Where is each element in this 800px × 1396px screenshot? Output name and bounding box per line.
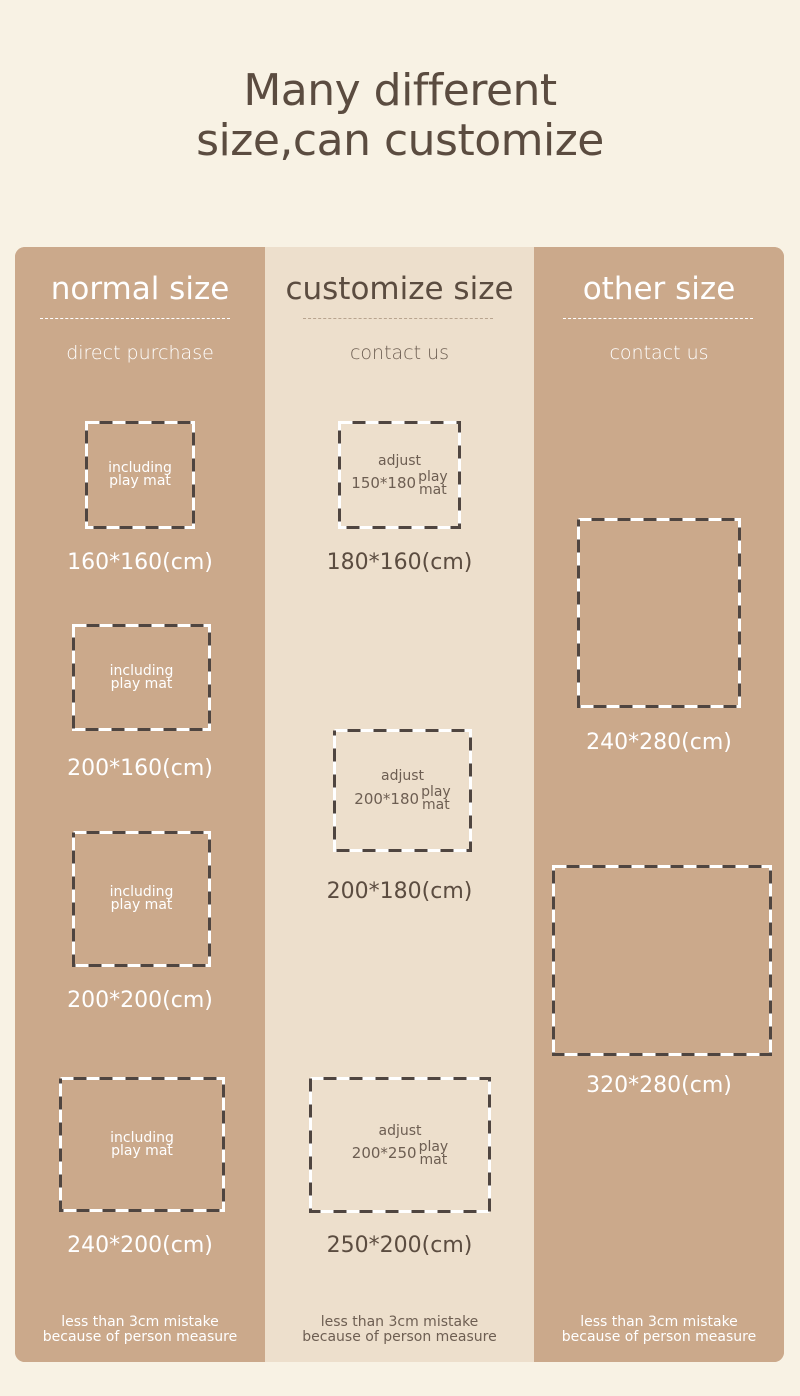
box-caption [72,831,211,967]
box-caption [59,1077,225,1212]
size-label: 180*160(cm) [326,550,473,575]
dash-light [554,867,771,1055]
column-subtitle: contact us [349,342,450,364]
box-caption [72,624,211,731]
size-label: 240*280(cm) [586,730,732,755]
note-line-1: less than 3cm mistake [580,1314,738,1330]
play-word: play [418,1138,449,1155]
size-label: 200*180(cm) [326,879,473,904]
caption-line-2: play mat [110,675,173,692]
play-mat-label [418,1138,449,1168]
title-divider [40,318,230,319]
size-label: 240*200(cm) [67,1233,213,1258]
headline-line-2: size,can customize [196,115,604,166]
adjust-row [351,468,448,498]
measurement-note [265,1315,534,1345]
size-outline [338,421,461,529]
mat-word: mat [422,797,450,813]
size-label: 200*200(cm) [67,988,213,1013]
size-outline [309,1077,491,1213]
caption-line-1: including [109,662,174,679]
box-caption [333,729,472,852]
size-outline [72,624,211,731]
column-subtitle: contact us [609,342,709,364]
size-label: 160*160(cm) [67,550,213,575]
size-comparison-panel [15,247,784,1362]
size-label: 250*200(cm) [326,1233,473,1258]
column-title: other size [582,271,736,307]
caption-line-2: play mat [111,1142,173,1159]
caption-line-1: including [110,1129,174,1146]
column-normal-size [15,247,265,1362]
adjust-row [354,786,450,812]
dash-dark [579,520,740,707]
caption-line-1: including [109,884,174,900]
size-outline [59,1077,225,1212]
play-mat-label [418,468,448,498]
box-caption [309,1077,491,1213]
adjust-label: adjust [377,452,421,469]
page-headline [0,66,800,166]
column-other-size [534,247,784,1362]
size-outline [85,421,195,529]
play-word: play [421,784,451,800]
headline-line-1: Many different [243,65,557,116]
adjust-label: adjust [380,768,424,784]
size-outline [552,865,772,1056]
adjust-dimensions: 150*180 [351,474,417,492]
size-outline [72,831,211,967]
column-customize-size [265,247,534,1362]
adjust-row [351,1138,449,1168]
note-line-1: less than 3cm mistake [61,1314,219,1330]
dashed-outline [577,518,741,708]
title-divider [563,318,753,319]
column-title: customize size [285,271,514,307]
title-divider [303,318,493,319]
caption-line-1: including [108,460,172,476]
measurement-note [15,1315,265,1345]
mat-word: mat [419,1151,448,1168]
size-outline [333,729,472,852]
adjust-dimensions: 200*250 [351,1144,417,1162]
play-mat-label [421,786,451,812]
dash-light [579,520,740,707]
note-line-2: because of person measure [302,1329,497,1345]
size-outline [577,518,741,708]
play-word: play [418,468,448,485]
dashed-outline [552,865,772,1056]
box-caption [85,421,195,529]
column-title: normal size [50,271,230,307]
adjust-dimensions: 200*180 [354,789,420,808]
measurement-note [534,1315,784,1345]
note-line-2: because of person measure [561,1329,757,1345]
box-caption [338,421,461,529]
caption-line-2: play mat [110,897,173,913]
note-line-1: less than 3cm mistake [320,1314,479,1330]
size-label: 320*280(cm) [586,1073,732,1098]
dash-dark [554,867,771,1055]
size-label: 200*160(cm) [67,756,213,781]
column-subtitle: direct purchase [66,342,214,364]
adjust-label: adjust [378,1122,422,1139]
note-line-2: because of person measure [42,1329,238,1345]
mat-word: mat [419,481,447,498]
caption-line-2: play mat [109,473,171,489]
